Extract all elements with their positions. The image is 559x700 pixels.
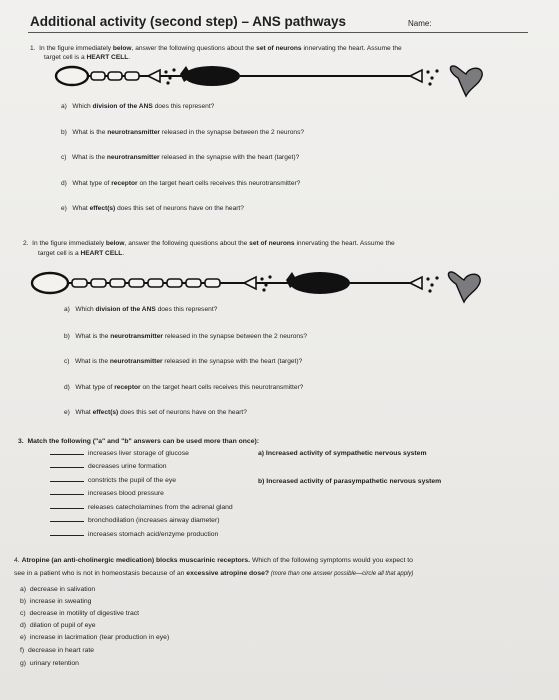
answer-blank[interactable] xyxy=(50,481,84,482)
page-title: Additional activity (second step) – ANS pathways xyxy=(30,14,347,29)
q2-part-e: e) What effect(s) does this set of neurons have on the heart? xyxy=(64,409,247,416)
q2-text-line2: target cell is a HEART CELL. xyxy=(38,250,125,257)
q3-item-5: releases catecholamines from the adrenal gland xyxy=(50,504,233,511)
q3-item-1: increases liver storage of glucose xyxy=(50,450,189,457)
q2-part-b: b) What is the neurotransmitter released in the synapse between the 2 neurons? xyxy=(64,333,308,340)
name-label: Name: xyxy=(408,19,432,28)
q1-part-c: c) What is the neurotransmitter released in the synapse with the heart (target)? xyxy=(61,154,300,161)
q4-option-b[interactable]: b) increase in sweating xyxy=(20,598,92,605)
q3-option-a: a) Increased activity of sympathetic nervous system xyxy=(258,450,427,457)
q1-part-d: d) What type of receptor on the target heart cells receives this neurotransmitter? xyxy=(61,180,301,187)
answer-blank[interactable] xyxy=(50,467,84,468)
q1-part-b: b) What is the neurotransmitter released in the synapse between the 2 neurons? xyxy=(61,129,305,136)
q1-text: 1. In the figure immediately below, answer the following questions about the set of neurons innervating the heart. Assume the xyxy=(30,45,402,52)
q3-item-6: bronchodilation (increases airway diameter) xyxy=(50,517,219,524)
q4-option-c[interactable]: c) decrease in motility of digestive tract xyxy=(20,610,140,617)
q4-option-f[interactable]: f) decrease in heart rate xyxy=(20,647,95,654)
q3-item-3: constricts the pupil of the eye xyxy=(50,477,176,484)
q2-part-a: a) Which division of the ANS does this represent? xyxy=(64,306,218,313)
q4-text-line2: see in a patient who is not in homeostasis because of an excessive atropine dose? (more than one answer possible—circle all that apply) xyxy=(14,570,414,577)
q3-item-4: increases blood pressure xyxy=(50,490,164,497)
q3-option-b: b) Increased activity of parasympathetic nervous system xyxy=(258,478,442,485)
q2-text: 2. In the figure immediately below, answer the following questions about the set of neurons innervating the heart. Assume the xyxy=(23,240,395,247)
q4-option-a[interactable]: a) decrease in salivation xyxy=(20,586,96,593)
q4-option-e[interactable]: e) increase in lacrimation (tear production in eye) xyxy=(20,634,170,641)
q1-part-a: a) Which division of the ANS does this represent? xyxy=(61,103,215,110)
answer-blank[interactable] xyxy=(50,508,84,509)
q3-item-2: decreases urine formation xyxy=(50,463,167,470)
q2-part-c: c) What is the neurotransmitter released in the synapse with the heart (target)? xyxy=(64,358,303,365)
q3-item-7: increases stomach acid/enzyme production xyxy=(50,531,218,538)
answer-blank[interactable] xyxy=(50,454,84,455)
q4-option-d[interactable]: d) dilation of pupil of eye xyxy=(20,622,96,629)
q3-header: 3. Match the following ("a" and "b" answers can be used more than once): xyxy=(18,438,260,445)
answer-blank[interactable] xyxy=(50,535,84,536)
q1-part-e: e) What effect(s) does this set of neurons have on the heart? xyxy=(61,205,244,212)
q1-text-line2: target cell is a HEART CELL. xyxy=(44,54,131,61)
q4-text: 4. Atropine (an anti-cholinergic medication) blocks muscarinic receptors. Which of the following symptoms would you expect to xyxy=(14,557,413,564)
answer-blank[interactable] xyxy=(50,494,84,495)
q4-option-g[interactable]: g) urinary retention xyxy=(20,660,79,667)
q2-part-d: d) What type of receptor on the target heart cells receives this neurotransmitter? xyxy=(64,384,304,391)
answer-blank[interactable] xyxy=(50,521,84,522)
